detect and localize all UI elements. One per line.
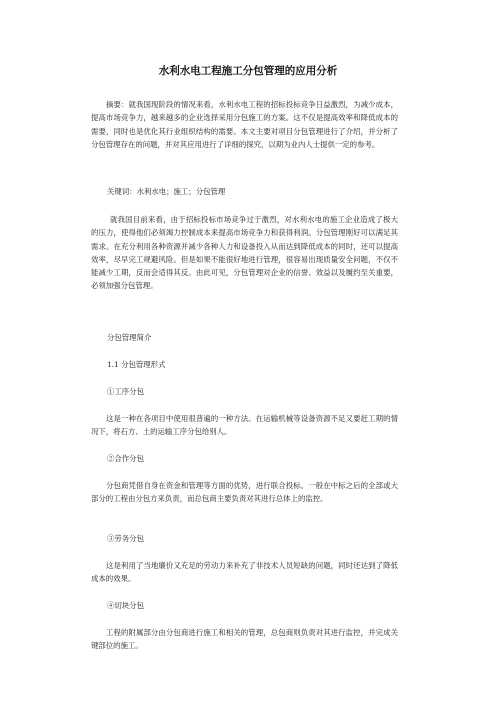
keywords-line: 关键词：水利水电；施工；分包管理 [107,187,226,196]
item-body-4: 工程的附属部分由分包商进行施工和相关的管理，总包商则负责对其进行监控，并完成关键部位的施工。 [91,628,398,651]
item-body-2: 分包商凭借自身在资金和管理等方面的优势，进行联合投标。一般在中标之后的全部或大部分的工程由分包方来负责，而总包商主要负责对其进行总体上的监控。 [91,481,398,504]
item-heading-4: ④切块分包 [107,601,144,610]
item-body-1: 这是一种在各项目中使用很普遍的一种方法。在运输机械等设备资源不足又要赶工期的情况下，将石方、土的运输工序分包给别人。 [91,414,398,437]
subsection-heading: 1.1 分包管理形式 [107,360,166,369]
section-heading: 分包管理简介 [107,333,152,342]
item-heading-1: ①工序分包 [107,387,144,396]
item-heading-2: ②合作分包 [107,454,144,463]
abstract-paragraph: 摘要：就我国现阶段的情况来看，水利水电工程的招标投标竞争日益激烈，为减少成本，提高市场竞争力，越来越多的企业选择采用分包施工的方案。这不仅是提高效率和降低成本的需要，同时也是优化其行业组织结构的需要。本文主要对项目分包管理进行了介绍，并分析了分包管理存在的问题，并对其应用进行了详细的探究，以期为业内人士提供一定的参考。 [91,100,398,149]
document-title: 水利水电工程施工分包管理的应用分析 [158,65,338,77]
intro-paragraph: 就我国目前来看，由于招标投标市场竞争过于激烈，对水利水电的施工企业造成了极大的压力，使得他们必须竭力控制成本来提高市场竞争力和获得利润。分包管理刚好可以满足其需求。在充分利用各种资源并减少各种人力和设备投入从而达到降低成本的同时，还可以提高效率，尽早完工规避风险。但是如果不能很好地进行管理，很容易出现质量安全问题，不仅不能减少工期，反而会适得其反。由此可见，分包管理对企业的信誉、效益以及履约至关重要，必须加强分包管理。 [91,215,398,291]
item-heading-3: ③劳务分包 [107,534,144,543]
item-body-3: 这是利用了当地廉价又充足的劳动力来补充了非技术人员短缺的问题，同时还达到了降低成本的效果。 [91,561,398,584]
